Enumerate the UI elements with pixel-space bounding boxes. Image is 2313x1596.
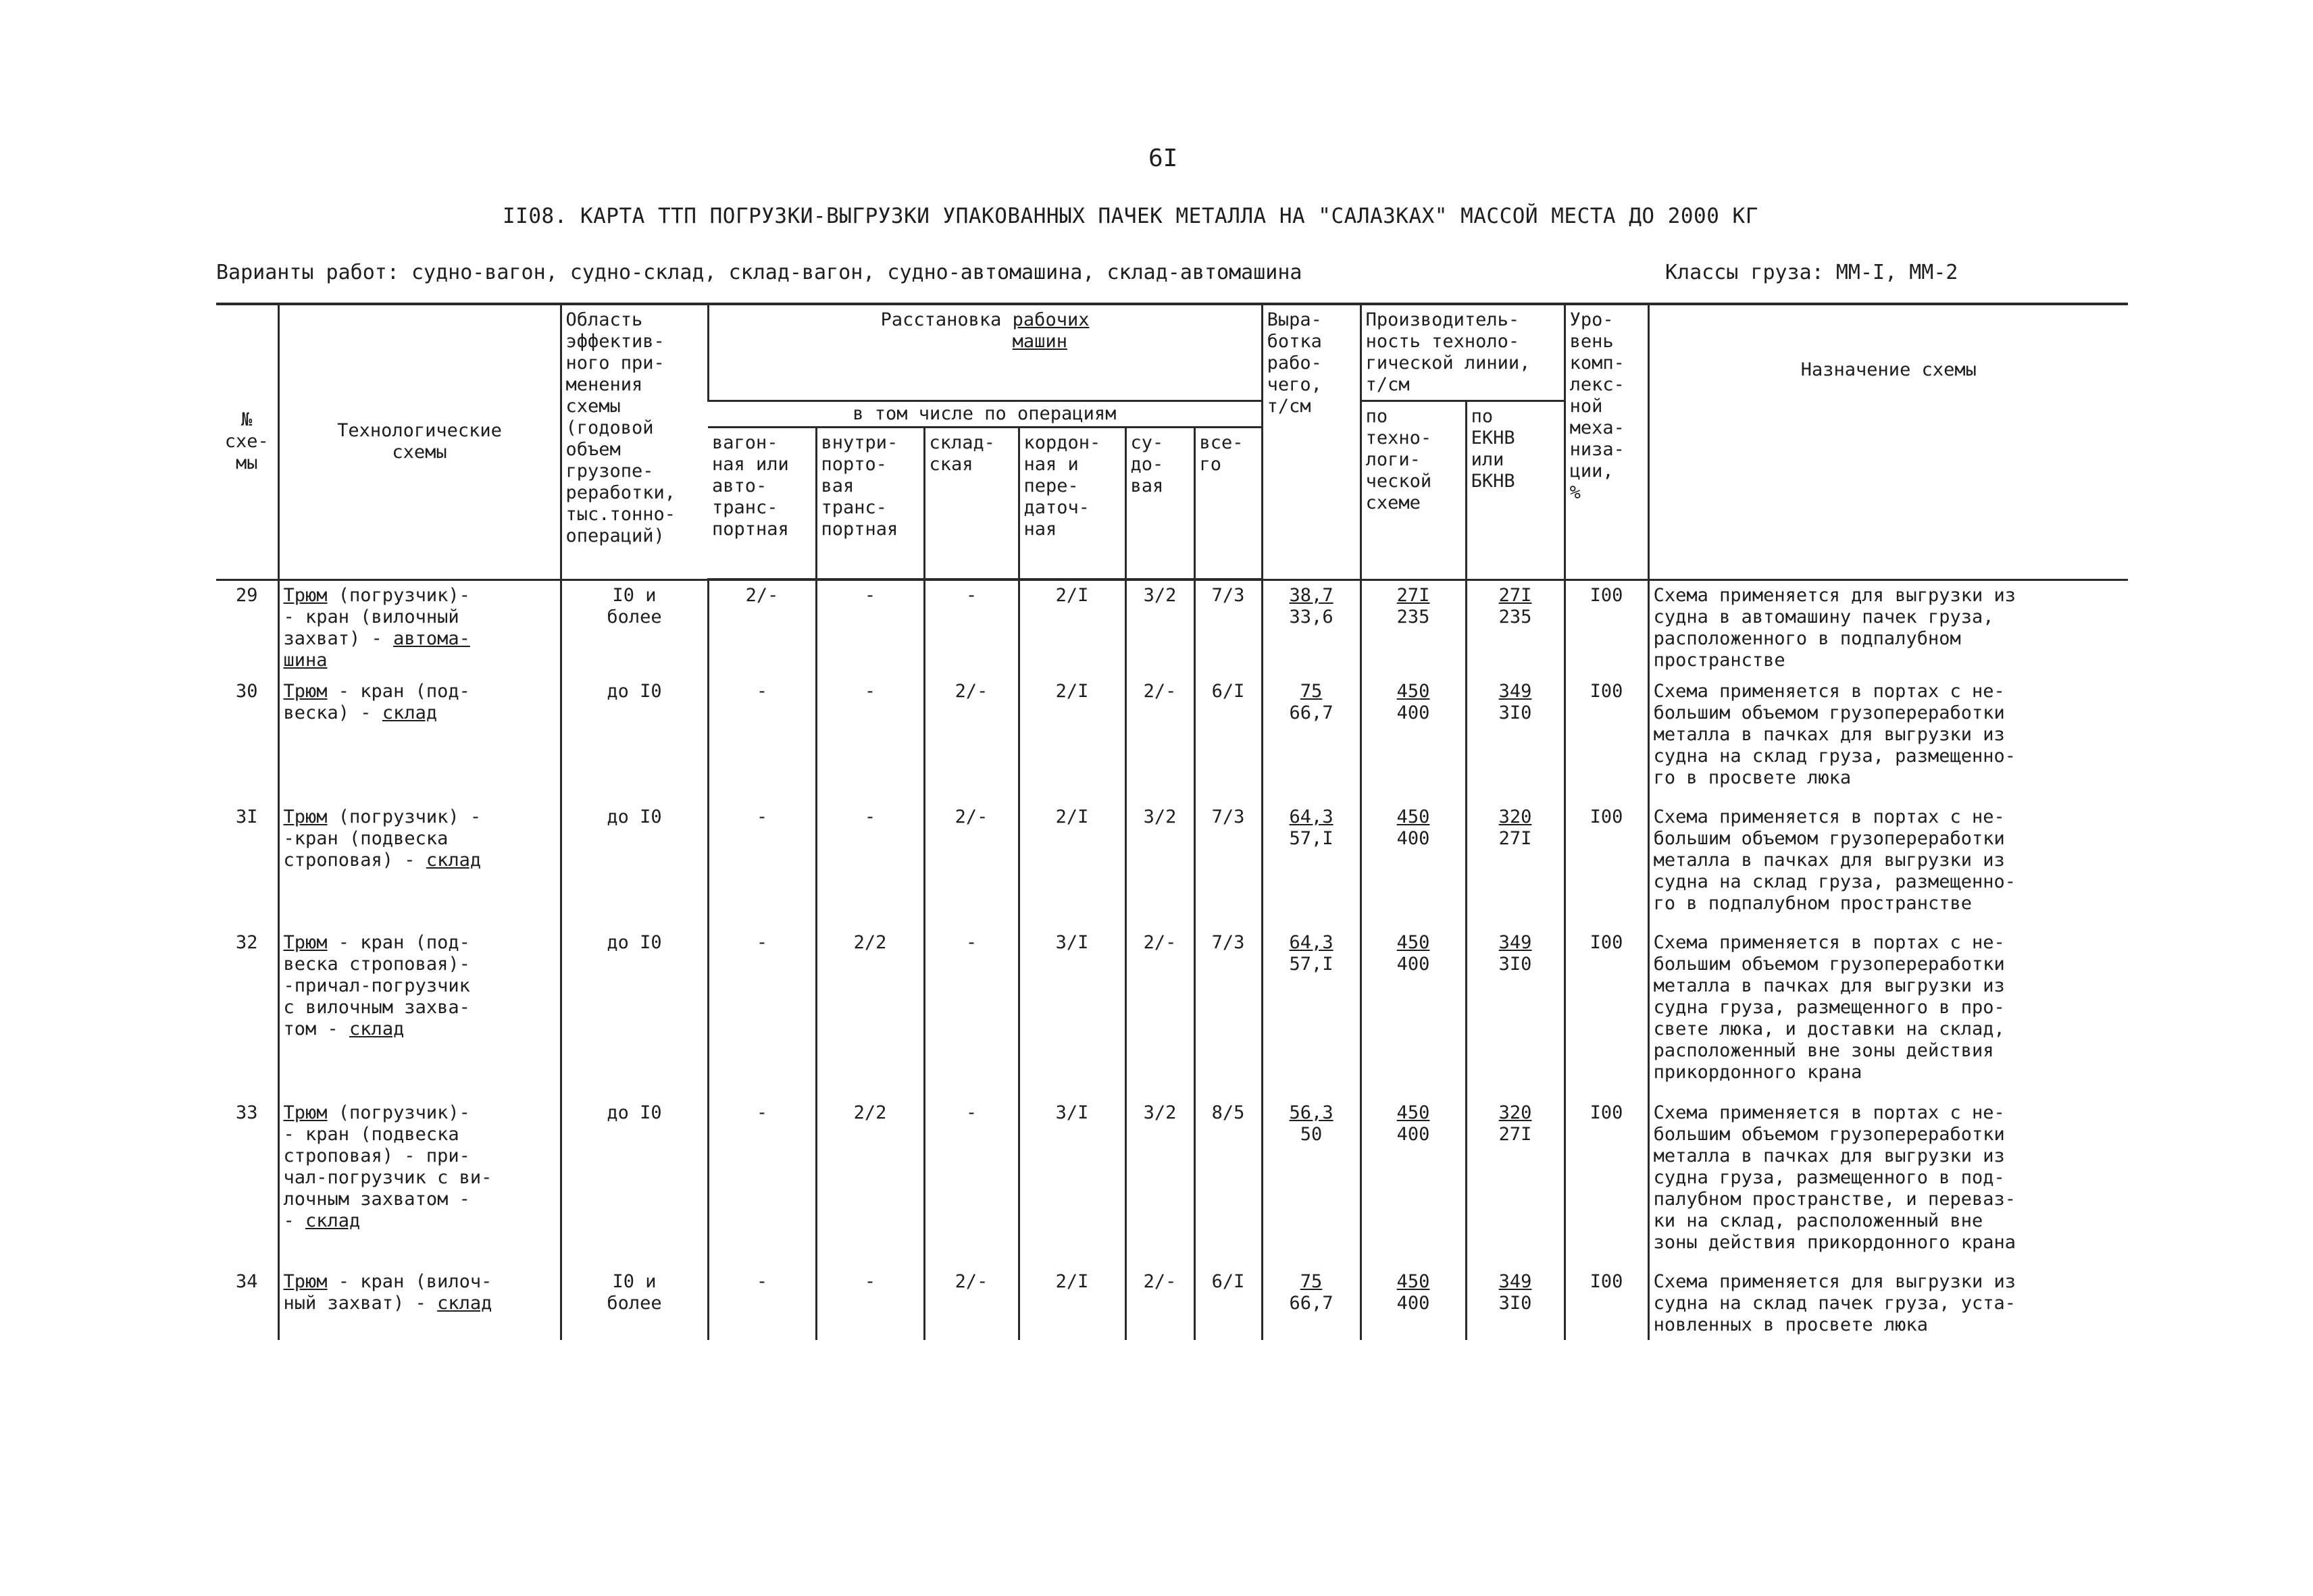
op-ship-value: 2/- xyxy=(1125,1267,1194,1340)
op-kordon-value: 2/I xyxy=(1019,802,1125,928)
technology-card-table xyxy=(216,303,2128,1340)
worker-output xyxy=(1262,1098,1361,1267)
application-area: до I0 xyxy=(561,1098,708,1267)
table-row xyxy=(216,1267,2128,1340)
op-ship-value: 3/2 xyxy=(1125,580,1194,677)
header-num: № схе- мы xyxy=(216,304,278,580)
op-warehouse-value: - xyxy=(924,580,1019,677)
productivity-tech xyxy=(1361,677,1466,802)
worker-output-numerator: 38,7 xyxy=(1289,584,1333,606)
productivity-eknv-denominator: 27I xyxy=(1498,1124,1532,1145)
productivity-tech-fraction xyxy=(1397,681,1430,724)
worker-output-denominator: 57,I xyxy=(1289,954,1333,975)
mechanization-level: I00 xyxy=(1565,802,1648,928)
technological-scheme xyxy=(278,802,561,928)
op-warehouse-value: 2/- xyxy=(924,677,1019,802)
technological-scheme xyxy=(278,677,561,802)
application-area: до I0 xyxy=(561,677,708,802)
productivity-eknv-denominator: 3I0 xyxy=(1498,702,1532,723)
op-inner-port-value: - xyxy=(816,677,924,802)
scheme-number: 3I xyxy=(235,806,258,827)
scheme-part: склад xyxy=(349,1019,405,1039)
worker-output xyxy=(1262,677,1361,802)
productivity-eknv-fraction xyxy=(1499,806,1532,850)
scheme-number: 29 xyxy=(235,584,258,606)
worker-output xyxy=(1262,802,1361,928)
technological-scheme xyxy=(278,1267,561,1340)
op-ship-value: 3/2 xyxy=(1125,1098,1194,1267)
productivity-eknv-denominator: 3I0 xyxy=(1498,1293,1532,1314)
op-ship-value: 2/- xyxy=(1125,928,1194,1098)
scheme-part: склад xyxy=(305,1210,361,1231)
op-kordon-value: 3/I xyxy=(1019,1098,1125,1267)
productivity-tech xyxy=(1361,1267,1466,1340)
productivity-tech-numerator: 450 xyxy=(1396,932,1430,953)
op-kordon-value: 3/I xyxy=(1019,928,1125,1098)
scheme-part: кран xyxy=(305,606,350,627)
productivity-tech-fraction xyxy=(1397,1102,1430,1145)
op-warehouse-value: - xyxy=(924,928,1019,1098)
scheme-purpose: Схема применяется в портах с не- большим объемом грузопереработки металла в пачках для выгрузки из судна на склад груза, размещенно- го в подпалубном пространстве xyxy=(1648,802,2128,928)
header-op-kordon: кордон- ная и пере- даточ- ная xyxy=(1019,428,1125,580)
scheme-number: 33 xyxy=(235,1102,258,1123)
productivity-eknv-numerator: 320 xyxy=(1498,806,1532,827)
header-tech-schemes: Технологические схемы xyxy=(278,304,561,580)
page-number: 6I xyxy=(1148,145,1178,172)
scheme-number: 30 xyxy=(235,681,258,702)
productivity-eknv-denominator: 27I xyxy=(1498,828,1532,849)
productivity-tech xyxy=(1361,1098,1466,1267)
scheme-number: 32 xyxy=(235,932,258,953)
application-area: I0 и более xyxy=(561,580,708,677)
scheme-part: (вилочный захват) - xyxy=(283,606,459,649)
productivity-tech-numerator: 450 xyxy=(1396,1102,1430,1123)
op-total-value: 7/3 xyxy=(1194,928,1262,1098)
worker-output-fraction xyxy=(1290,1271,1333,1314)
productivity-eknv-numerator: 349 xyxy=(1498,932,1532,953)
mechanization-level: I00 xyxy=(1565,580,1648,677)
header-output: Выра- ботка рабо- чего, т/см xyxy=(1262,304,1361,580)
op-ship-value: 3/2 xyxy=(1125,802,1194,928)
table-body xyxy=(216,580,2128,1340)
op-warehouse-value: 2/- xyxy=(924,1267,1019,1340)
mechanization-level: I00 xyxy=(1565,928,1648,1098)
productivity-eknv-fraction xyxy=(1499,585,1532,628)
scheme-part: (подвеска строповая) - при- чал-погрузчик с ви- лочным захватом - - xyxy=(283,1124,492,1231)
op-inner-port-value: 2/2 xyxy=(816,1098,924,1267)
productivity-eknv-fraction xyxy=(1499,1271,1532,1314)
scheme-part: автома- шина xyxy=(283,627,470,671)
scheme-purpose: Схема применяется для выгрузки из судна в автомашину пачек груза, расположенного в подпалубном пространстве xyxy=(1648,580,2128,677)
technological-scheme xyxy=(278,928,561,1098)
productivity-tech-numerator: 450 xyxy=(1396,806,1430,827)
scheme-part: Трюм xyxy=(283,681,328,702)
productivity-eknv-numerator: 349 xyxy=(1498,681,1532,702)
productivity-eknv xyxy=(1466,928,1565,1098)
worker-output-denominator: 33,6 xyxy=(1289,606,1333,627)
op-kordon-value: 2/I xyxy=(1019,677,1125,802)
work-variants: Варианты работ: судно-вагон, судно-склад, склад-вагон, судно-автомашина, склад-автомашина xyxy=(216,261,1302,284)
worker-output-fraction xyxy=(1290,806,1333,850)
worker-output-fraction xyxy=(1290,932,1333,975)
scheme-purpose: Схема применяется в портах с не- большим объемом грузопереработки металла в пачках для выгрузки из судна груза, размещенного в про- свете люка, и доставки на склад, расположенный вне зоны действия прикордонного крана xyxy=(1648,928,2128,1098)
op-total-value: 7/3 xyxy=(1194,802,1262,928)
op-inner-port-value: 2/2 xyxy=(816,928,924,1098)
productivity-tech-numerator: 450 xyxy=(1396,1271,1430,1292)
scheme-part: - кран (под- веска строповая)- -причал-погрузчик с вилочным захва- том - xyxy=(283,932,470,1039)
productivity-tech-denominator: 400 xyxy=(1396,828,1430,849)
header-mechanization: Уро- вень комп- лекс- ной меха- низа- ции, % xyxy=(1565,304,1648,580)
worker-output-denominator: 57,I xyxy=(1289,828,1333,849)
op-kordon-value: 2/I xyxy=(1019,1267,1125,1340)
scheme-part: Трюм xyxy=(283,932,328,953)
application-area: до I0 xyxy=(561,928,708,1098)
header-placement-machines: рабочих машин xyxy=(1012,309,1090,352)
header-machine-placement xyxy=(708,304,1262,401)
productivity-tech-denominator: 400 xyxy=(1396,702,1430,723)
scheme-purpose: Схема применяется в портах с не- большим объемом грузопереработки металла в пачках для выгрузки из судна груза, размещенного в под- палубном пространстве, и переваз- ки на склад, расположенный вне зоны действия прикордонного крана xyxy=(1648,1098,2128,1267)
op-total-value: 7/3 xyxy=(1194,580,1262,677)
scheme-part: Трюм xyxy=(283,806,328,827)
op-wagon-value: - xyxy=(708,1098,816,1267)
worker-output xyxy=(1262,580,1361,677)
op-wagon-value: 2/- xyxy=(708,580,816,677)
productivity-tech-denominator: 400 xyxy=(1396,1293,1430,1314)
scheme-part: кран xyxy=(294,828,338,849)
productivity-tech-numerator: 27I xyxy=(1396,584,1430,606)
scheme-part: кран xyxy=(305,1124,350,1145)
header-placement-text: Расстановка xyxy=(880,309,1013,330)
productivity-eknv xyxy=(1466,580,1565,677)
scheme-part: склад xyxy=(426,850,482,871)
productivity-tech xyxy=(1361,802,1466,928)
mechanization-level: I00 xyxy=(1565,1098,1648,1267)
table-row xyxy=(216,802,2128,928)
technological-scheme xyxy=(278,580,561,677)
header-incl-operations: в том числе по операциям xyxy=(708,401,1262,428)
document-title: II08. КАРТА ТТП ПОГРУЗКИ-ВЫГРУЗКИ УПАКОВАННЫХ ПАЧЕК МЕТАЛЛА НА "САЛАЗКАХ" МАССОЙ МЕСТА ДО 2000 КГ xyxy=(503,204,1758,228)
op-ship-value: 2/- xyxy=(1125,677,1194,802)
worker-output-numerator: 75 xyxy=(1300,1271,1323,1292)
application-area: I0 и более xyxy=(561,1267,708,1340)
header-prod-tech-scheme: по техно- логи- ческой схеме xyxy=(1361,401,1466,580)
op-inner-port-value: - xyxy=(816,1267,924,1340)
productivity-eknv-numerator: 349 xyxy=(1498,1271,1532,1292)
productivity-eknv xyxy=(1466,802,1565,928)
op-wagon-value: - xyxy=(708,677,816,802)
worker-output xyxy=(1262,928,1361,1098)
header-op-wagon: вагон- ная или авто- транс- портная xyxy=(708,428,816,580)
header-application-area: Область эффектив- ного при- менения схемы (годовой объем грузопе- реработки, тыс.тонно- операций) xyxy=(561,304,708,580)
mechanization-level: I00 xyxy=(1565,1267,1648,1340)
worker-output-numerator: 75 xyxy=(1300,681,1323,702)
header-op-warehouse: склад- ская xyxy=(924,428,1019,580)
worker-output-numerator: 64,3 xyxy=(1289,932,1333,953)
productivity-tech-numerator: 450 xyxy=(1396,681,1430,702)
worker-output xyxy=(1262,1267,1361,1340)
scheme-part: склад xyxy=(437,1293,492,1314)
scheme-part: (погрузчик) - - xyxy=(283,806,482,849)
worker-output-denominator: 66,7 xyxy=(1289,1293,1333,1314)
table-row xyxy=(216,1098,2128,1267)
worker-output-fraction xyxy=(1290,585,1333,628)
op-wagon-value: - xyxy=(708,928,816,1098)
worker-output-fraction xyxy=(1290,1102,1333,1145)
productivity-tech xyxy=(1361,580,1466,677)
scheme-part: Трюм xyxy=(283,1271,328,1292)
scheme-part: - кран (вилоч- ный захват) - xyxy=(283,1271,492,1314)
scheme-purpose: Схема применяется для выгрузки из судна на склад пачек груза, уста- новленных в просвете люка xyxy=(1648,1267,2128,1340)
op-wagon-value: - xyxy=(708,1267,816,1340)
productivity-eknv-denominator: 3I0 xyxy=(1498,954,1532,975)
header-op-ship: су- до- вая xyxy=(1125,428,1194,580)
header-op-total: все- го xyxy=(1194,428,1262,580)
productivity-tech-fraction xyxy=(1397,932,1430,975)
productivity-eknv xyxy=(1466,1267,1565,1340)
scheme-part: (погрузчик)- - xyxy=(283,584,470,627)
productivity-eknv-denominator: 235 xyxy=(1498,606,1532,627)
scheme-part: (подвеска строповая) - xyxy=(283,828,449,871)
table-row xyxy=(216,928,2128,1098)
worker-output-numerator: 56,3 xyxy=(1289,1102,1333,1123)
scheme-part: склад xyxy=(382,702,438,723)
scheme-part: (погрузчик)- - xyxy=(283,1102,470,1145)
scheme-part: - кран (под- веска) - xyxy=(283,681,470,723)
productivity-eknv-numerator: 320 xyxy=(1498,1102,1532,1123)
productivity-eknv-fraction xyxy=(1499,681,1532,724)
cargo-classes: Классы груза: ММ-I, ММ-2 xyxy=(1665,261,1958,284)
technological-scheme xyxy=(278,1098,561,1267)
op-wagon-value: - xyxy=(708,802,816,928)
productivity-tech-fraction xyxy=(1397,806,1430,850)
table-row xyxy=(216,580,2128,677)
header-op-inner-port: внутри- порто- вая транс- портная xyxy=(816,428,924,580)
worker-output-numerator: 64,3 xyxy=(1289,806,1333,827)
productivity-tech-denominator: 400 xyxy=(1396,1124,1430,1145)
productivity-tech-denominator: 235 xyxy=(1396,606,1430,627)
worker-output-fraction xyxy=(1290,681,1333,724)
op-total-value: 8/5 xyxy=(1194,1098,1262,1267)
scheme-part: Трюм xyxy=(283,1102,328,1123)
productivity-tech-fraction xyxy=(1397,585,1430,628)
table-row xyxy=(216,677,2128,802)
op-warehouse-value: 2/- xyxy=(924,802,1019,928)
header-productivity: Производитель- ность техноло- гической линии, т/см xyxy=(1361,304,1565,401)
productivity-tech-denominator: 400 xyxy=(1396,954,1430,975)
scheme-part: Трюм xyxy=(283,584,328,606)
op-kordon-value: 2/I xyxy=(1019,580,1125,677)
productivity-eknv-numerator: 27I xyxy=(1498,584,1532,606)
header-purpose: Назначение схемы xyxy=(1648,304,2128,580)
worker-output-denominator: 66,7 xyxy=(1289,702,1333,723)
productivity-tech-fraction xyxy=(1397,1271,1430,1314)
scheme-purpose: Схема применяется в портах с не- большим объемом грузопереработки металла в пачках для выгрузки из судна на склад груза, размещенно- го в просвете люка xyxy=(1648,677,2128,802)
op-warehouse-value: - xyxy=(924,1098,1019,1267)
table-header xyxy=(216,304,2128,580)
productivity-eknv xyxy=(1466,1098,1565,1267)
mechanization-level: I00 xyxy=(1565,677,1648,802)
productivity-tech xyxy=(1361,928,1466,1098)
op-inner-port-value: - xyxy=(816,580,924,677)
header-prod-eknv: по ЕКНВ или БКНВ xyxy=(1466,401,1565,580)
productivity-eknv xyxy=(1466,677,1565,802)
scheme-number: 34 xyxy=(235,1271,258,1292)
productivity-eknv-fraction xyxy=(1499,932,1532,975)
application-area: до I0 xyxy=(561,802,708,928)
op-total-value: 6/I xyxy=(1194,677,1262,802)
op-total-value: 6/I xyxy=(1194,1267,1262,1340)
worker-output-denominator: 50 xyxy=(1300,1124,1323,1145)
op-inner-port-value: - xyxy=(816,802,924,928)
productivity-eknv-fraction xyxy=(1499,1102,1532,1145)
